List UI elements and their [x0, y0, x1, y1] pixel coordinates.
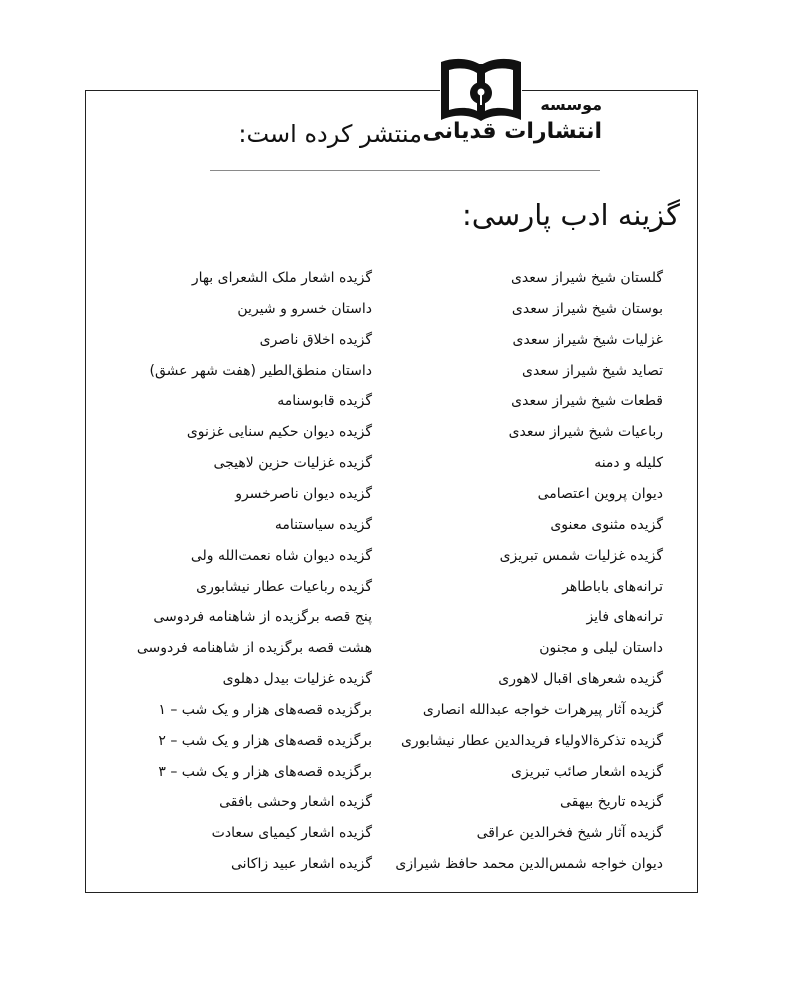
book-title-right: گزیده آثار شیخ فخرالدین عراقی — [476, 825, 663, 842]
book-title-right: کلیله و دمنه — [594, 455, 663, 472]
book-title-left: گزیده اشعار عبید زاکانی — [230, 856, 372, 873]
book-title-left: گزیده اشعار کیمیای سعادت — [211, 825, 372, 842]
publisher-name: انتشارات قدیانی — [422, 119, 602, 144]
book-title-right: ترانه‌های فایز — [586, 609, 663, 626]
book-title-left: داستان منطق‌الطیر (هفت شهر عشق) — [149, 362, 372, 379]
book-title-left: برگزیده قصه‌های هزار و یک شب – ۱ — [158, 701, 372, 718]
publisher-logo-icon — [440, 56, 522, 122]
book-title-left: برگزیده قصه‌های هزار و یک شب – ۳ — [158, 763, 372, 780]
book-title-left: گزیده غزلیات بیدل دهلوی — [222, 671, 372, 688]
book-title-right: غزلیات شیخ شیراز سعدی — [512, 331, 663, 348]
book-title-right: گزیده شعرهای اقبال لاهوری — [498, 671, 663, 688]
book-title-left: گزیده قابوسنامه — [277, 393, 372, 410]
book-title-left: گزیده اشعار وحشی بافقی — [219, 794, 372, 811]
book-title-left: گزیده اخلاق ناصری — [259, 331, 372, 348]
book-title-left: گزیده رباعیات عطار نیشابوری — [196, 578, 372, 595]
book-title-right: داستان لیلی و مجنون — [539, 640, 663, 657]
book-title-left: داستان خسرو و شیرین — [237, 300, 372, 317]
book-title-right: گزیده آثار پیرهرات خواجه عبدالله انصاری — [422, 701, 663, 718]
book-title-right: گزیده تاریخ بیهقی — [559, 794, 663, 811]
book-title-right: تصاید شیخ شیراز سعدی — [521, 362, 663, 379]
book-title-left: برگزیده قصه‌های هزار و یک شب – ۲ — [158, 732, 372, 749]
publisher-label-top: موسسه — [540, 95, 602, 114]
book-title-left: پنج قصه برگزیده از شاهنامه فردوسی — [153, 609, 372, 626]
book-title-right: گزیده اشعار صائب تبریزی — [511, 763, 663, 780]
book-title-left: گزیده دیوان شاه نعمت‌الله ولی — [190, 547, 372, 564]
book-title-left: گزیده دیوان حکیم سنایی غزنوی — [186, 424, 372, 441]
book-title-left: هشت قصه برگزیده از شاهنامه فردوسی — [136, 640, 372, 657]
book-title-right: بوستان شیخ شیراز سعدی — [511, 300, 663, 317]
book-title-right: دیوان پروین اعتصامی — [537, 485, 663, 502]
divider — [210, 170, 600, 171]
series-title: گزینه ادب پارسی: — [461, 198, 680, 232]
book-title-left: گزیده اشعار ملک الشعرای بهار — [191, 270, 372, 286]
published-heading: منتشر کرده است: — [238, 120, 422, 148]
book-title-right: قطعات شیخ شیراز سعدی — [511, 393, 663, 410]
book-title-right: رباعیات شیخ شیراز سعدی — [508, 424, 663, 441]
book-title-right: گزیده تذکرةالاولیاء فریدالدین عطار نیشابوری — [400, 732, 663, 749]
book-title-right: ترانه‌های باباطاهر — [562, 578, 663, 595]
book-title-right: دیوان خواجه شمس‌الدین محمد حافظ شیرازی — [395, 856, 663, 873]
book-title-left: گزیده سیاستنامه — [274, 516, 372, 533]
book-title-right: گزیده غزلیات شمس تبریزی — [499, 547, 663, 564]
book-title-left: گزیده غزلیات حزین لاهیجی — [213, 455, 372, 472]
book-title-left: گزیده دیوان ناصرخسرو — [235, 485, 372, 502]
book-title-right: گلستان شیخ شیراز سعدی — [510, 270, 663, 286]
book-title-right: گزیده مثنوی معنوی — [550, 516, 663, 533]
